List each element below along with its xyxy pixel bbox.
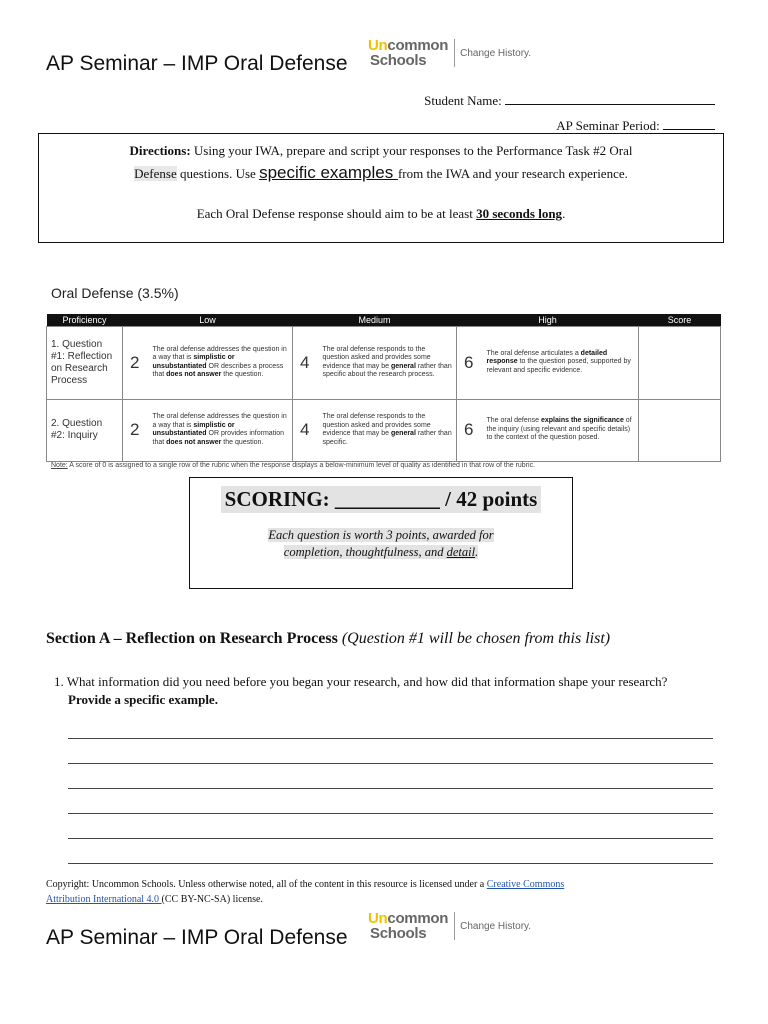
answer-line[interactable] [68,813,713,814]
answer-line[interactable] [68,763,713,764]
rubric-row: 2. Question #2: Inquiry 2 The oral defense addresses the question in a way that is simplistic or unsubstantiated OR provides information that does not answer the question. 4 The oral defense responds to the question asked and provides some evidence that may be general rather than specific. 6 The oral defense explains the significance of the inquiry (using relevant and specific details) to the context of the question posed. [47,399,721,461]
copyright-notice: Copyright: Uncommon Schools. Unless otherwise noted, all of the content in this resource is licensed under a Creative Commons Attribution International 4.0 (CC BY-NC-SA) license. [46,879,565,905]
uncommon-schools-logo: Uncommon Schools Change History. [368,37,532,69]
scoring-heading: SCORING: __________ / 42 points [221,486,542,513]
answer-line[interactable] [68,838,713,839]
header-proficiency: Proficiency [47,314,123,326]
rubric-title: Oral Defense (3.5%) [51,285,179,301]
scoring-box [189,477,573,589]
document-title: AP Seminar – IMP Oral Defense [46,926,348,949]
directions-line-1: Directions: Using your IWA, prepare and script your responses to the Performance Task #2 Oral [129,143,633,158]
header-medium: Medium [293,314,457,326]
answer-line[interactable] [68,863,713,864]
header-high: High [457,314,639,326]
score-cell[interactable] [639,399,721,461]
creative-commons-link[interactable]: Creative Commons [486,879,565,890]
section-a-heading: Section A – Reflection on Research Process (Question #1 will be chosen from this list) [46,630,611,647]
directions-line-3: Each Oral Defense response should aim to be at least 30 seconds long. [196,206,566,221]
period-blank[interactable] [663,118,715,130]
question-1: 1. What information did you need before you began your research, and how did that information shape your research? Provide a specific example. [54,674,668,707]
attribution-license-link[interactable]: Attribution International 4.0 [46,894,162,905]
rubric-table [46,314,721,462]
directions-line-2: Defense questions. Use specific examples from the IWA and your research experience. [134,163,628,182]
header-low: Low [123,314,293,326]
answer-line[interactable] [68,738,713,739]
student-name-blank[interactable] [505,93,715,105]
rubric-note: Note: A score of 0 is assigned to a single row of the rubric when the response displays a below-minimum level of quality as identified in that row of the rubric. [51,462,536,469]
score-cell[interactable] [639,326,721,399]
document-title: AP Seminar – IMP Oral Defense [46,52,348,75]
uncommon-schools-logo: Uncommon Schools Change History. [368,910,532,942]
directions-box [38,133,724,243]
answer-line[interactable] [68,788,713,789]
header-score: Score [639,314,721,326]
rubric-header-row [47,314,721,326]
period-field[interactable]: AP Seminar Period: [556,118,715,134]
student-name-field[interactable]: Student Name: [424,93,715,109]
scoring-description: Each question is worth 3 points, awarded for completion, thoughtfulness, and detail. [268,528,494,559]
rubric-row: 1. Question #1: Reflection on Research Process 2 The oral defense addresses the question in a way that is simplistic or unsubstantiated OR describes a process that does not answer the question. 4 The oral defense responds to the question asked and provides some evidence that may be general rather than specific about the research process. 6 The oral defense articulates a detailed response to the question posed, supported by relevant and specific evidence. [47,326,721,399]
